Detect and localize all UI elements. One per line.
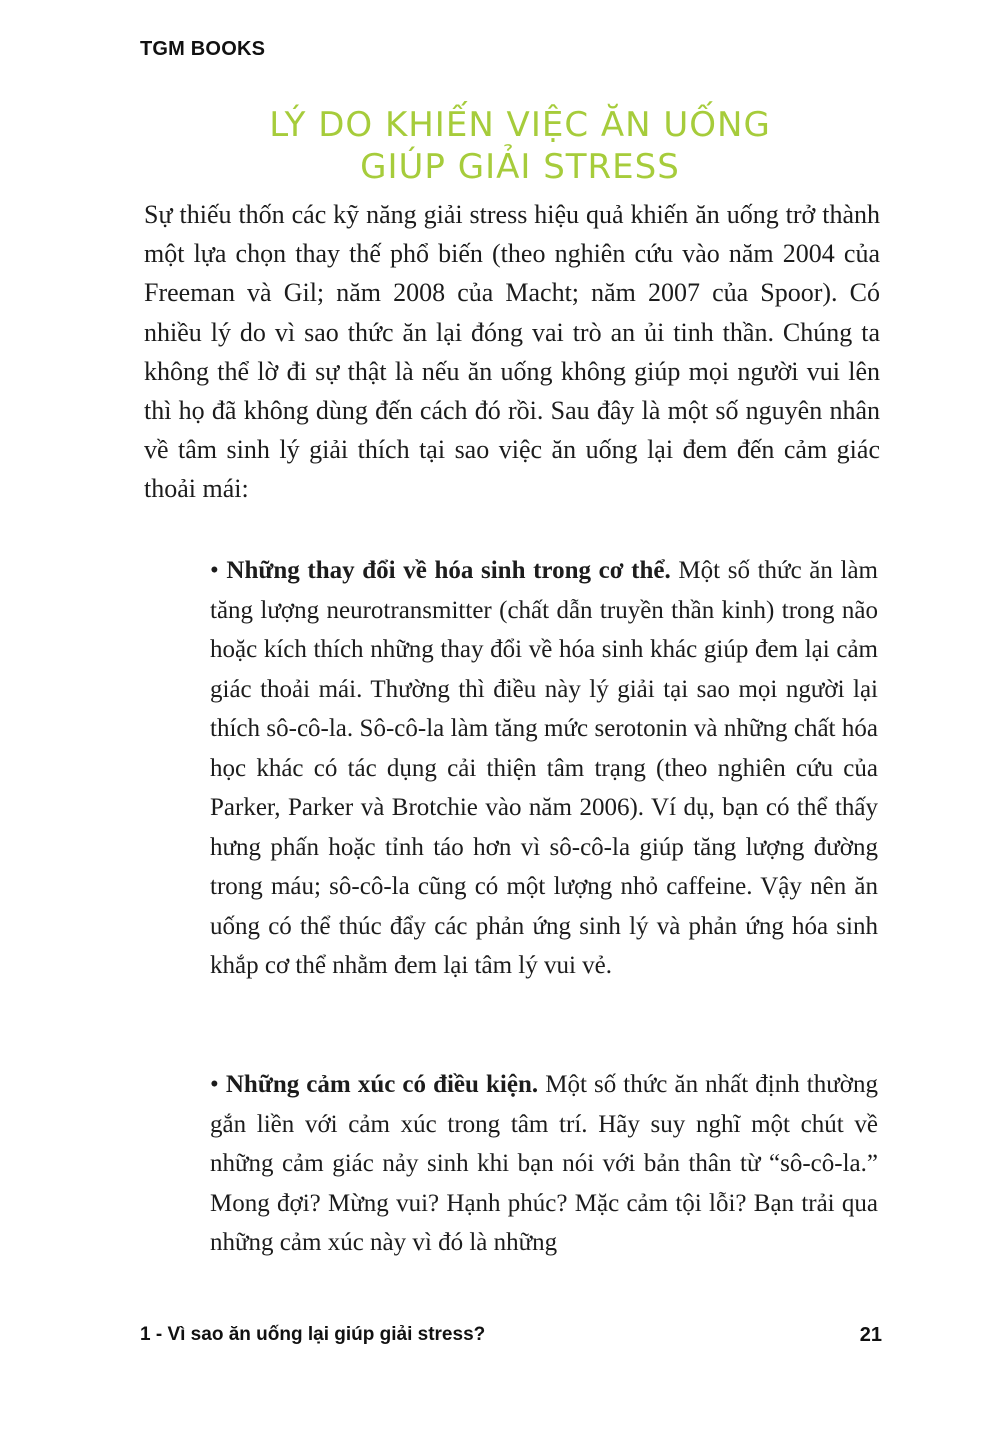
running-footer-chapter: 1 - Vì sao ăn uống lại giúp giải stress? [140,1324,486,1345]
bullet-item [210,1065,878,1263]
section-title-line-2: GIÚP GIẢI STRESS [360,147,680,187]
intro-paragraph: Sự thiếu thốn các kỹ năng giải stress hiệu quả khiến ăn uống trở thành một lựa chọn thay thế phổ biến (theo nghiên cứu vào năm 2004 của Freeman và Gil; năm 2008 của Macht; năm 2007 của Spoor). Có nhiều lý do vì sao thức ăn lại đóng vai trò an ủi tinh thần. Chúng ta không thể lờ đi sự thật là nếu ăn uống không giúp mọi người vui lên thì họ đã không dùng đến cách đó rồi. Sau đây là một số nguyên nhân về tâm sinh lý giải thích tại sao việc ăn uống lại đem đến cảm giác thoải mái: [144,200,880,504]
running-header: TGM BOOKS [140,38,266,60]
bullet-item [210,551,878,986]
bullet-lead: Những thay đổi về hóa sinh trong cơ thể. [226,557,671,584]
bullet-marker: • [210,1071,219,1098]
bullet-marker: • [210,557,219,584]
section-title [120,104,920,188]
bullet-lead: Những cảm xúc có điều kiện. [225,1071,539,1098]
bullet-text: Một số thức ăn làm tăng lượng neurotransmitter (chất dẫn truyền thần kinh) trong não hoặc kích thích những thay đổi về hóa sinh khác giúp đem lại cảm giác thoải mái. Thường thì điều này lý giải tại sao mọi người lại thích sô-cô-la. Sô-cô-la làm tăng mức serotonin và những chất hóa học khác có tác dụng cải thiện tâm trạng (theo nghiên cứu của Parker, Parker và Brotchie vào năm 2006). Ví dụ, bạn có thể thấy hưng phấn hoặc tỉnh táo hơn vì sô-cô-la giúp tăng lượng đường trong máu; sô-cô-la cũng có một lượng nhỏ caffeine. Vậy nên ăn uống có thể thúc đẩy các phản ứng sinh lý và phản ứng hóa sinh khắp cơ thể nhằm đem lại tâm lý vui vẻ. [210,557,879,979]
section-title-line-1: LÝ DO KHIẾN VIỆC ĂN UỐNG [269,105,771,145]
bullet-text: Một số thức ăn nhất định thường gắn liền với cảm xúc trong tâm trí. Hãy suy nghĩ một chút về những cảm giác nảy sinh khi bạn nói với bản thân từ “sô-cô-la.” Mong đợi? Mừng vui? Hạnh phúc? Mặc cảm tội lỗi? Bạn trải qua những cảm xúc này vì đó là những [210,1071,879,1256]
page-number: 21 [859,1324,882,1346]
